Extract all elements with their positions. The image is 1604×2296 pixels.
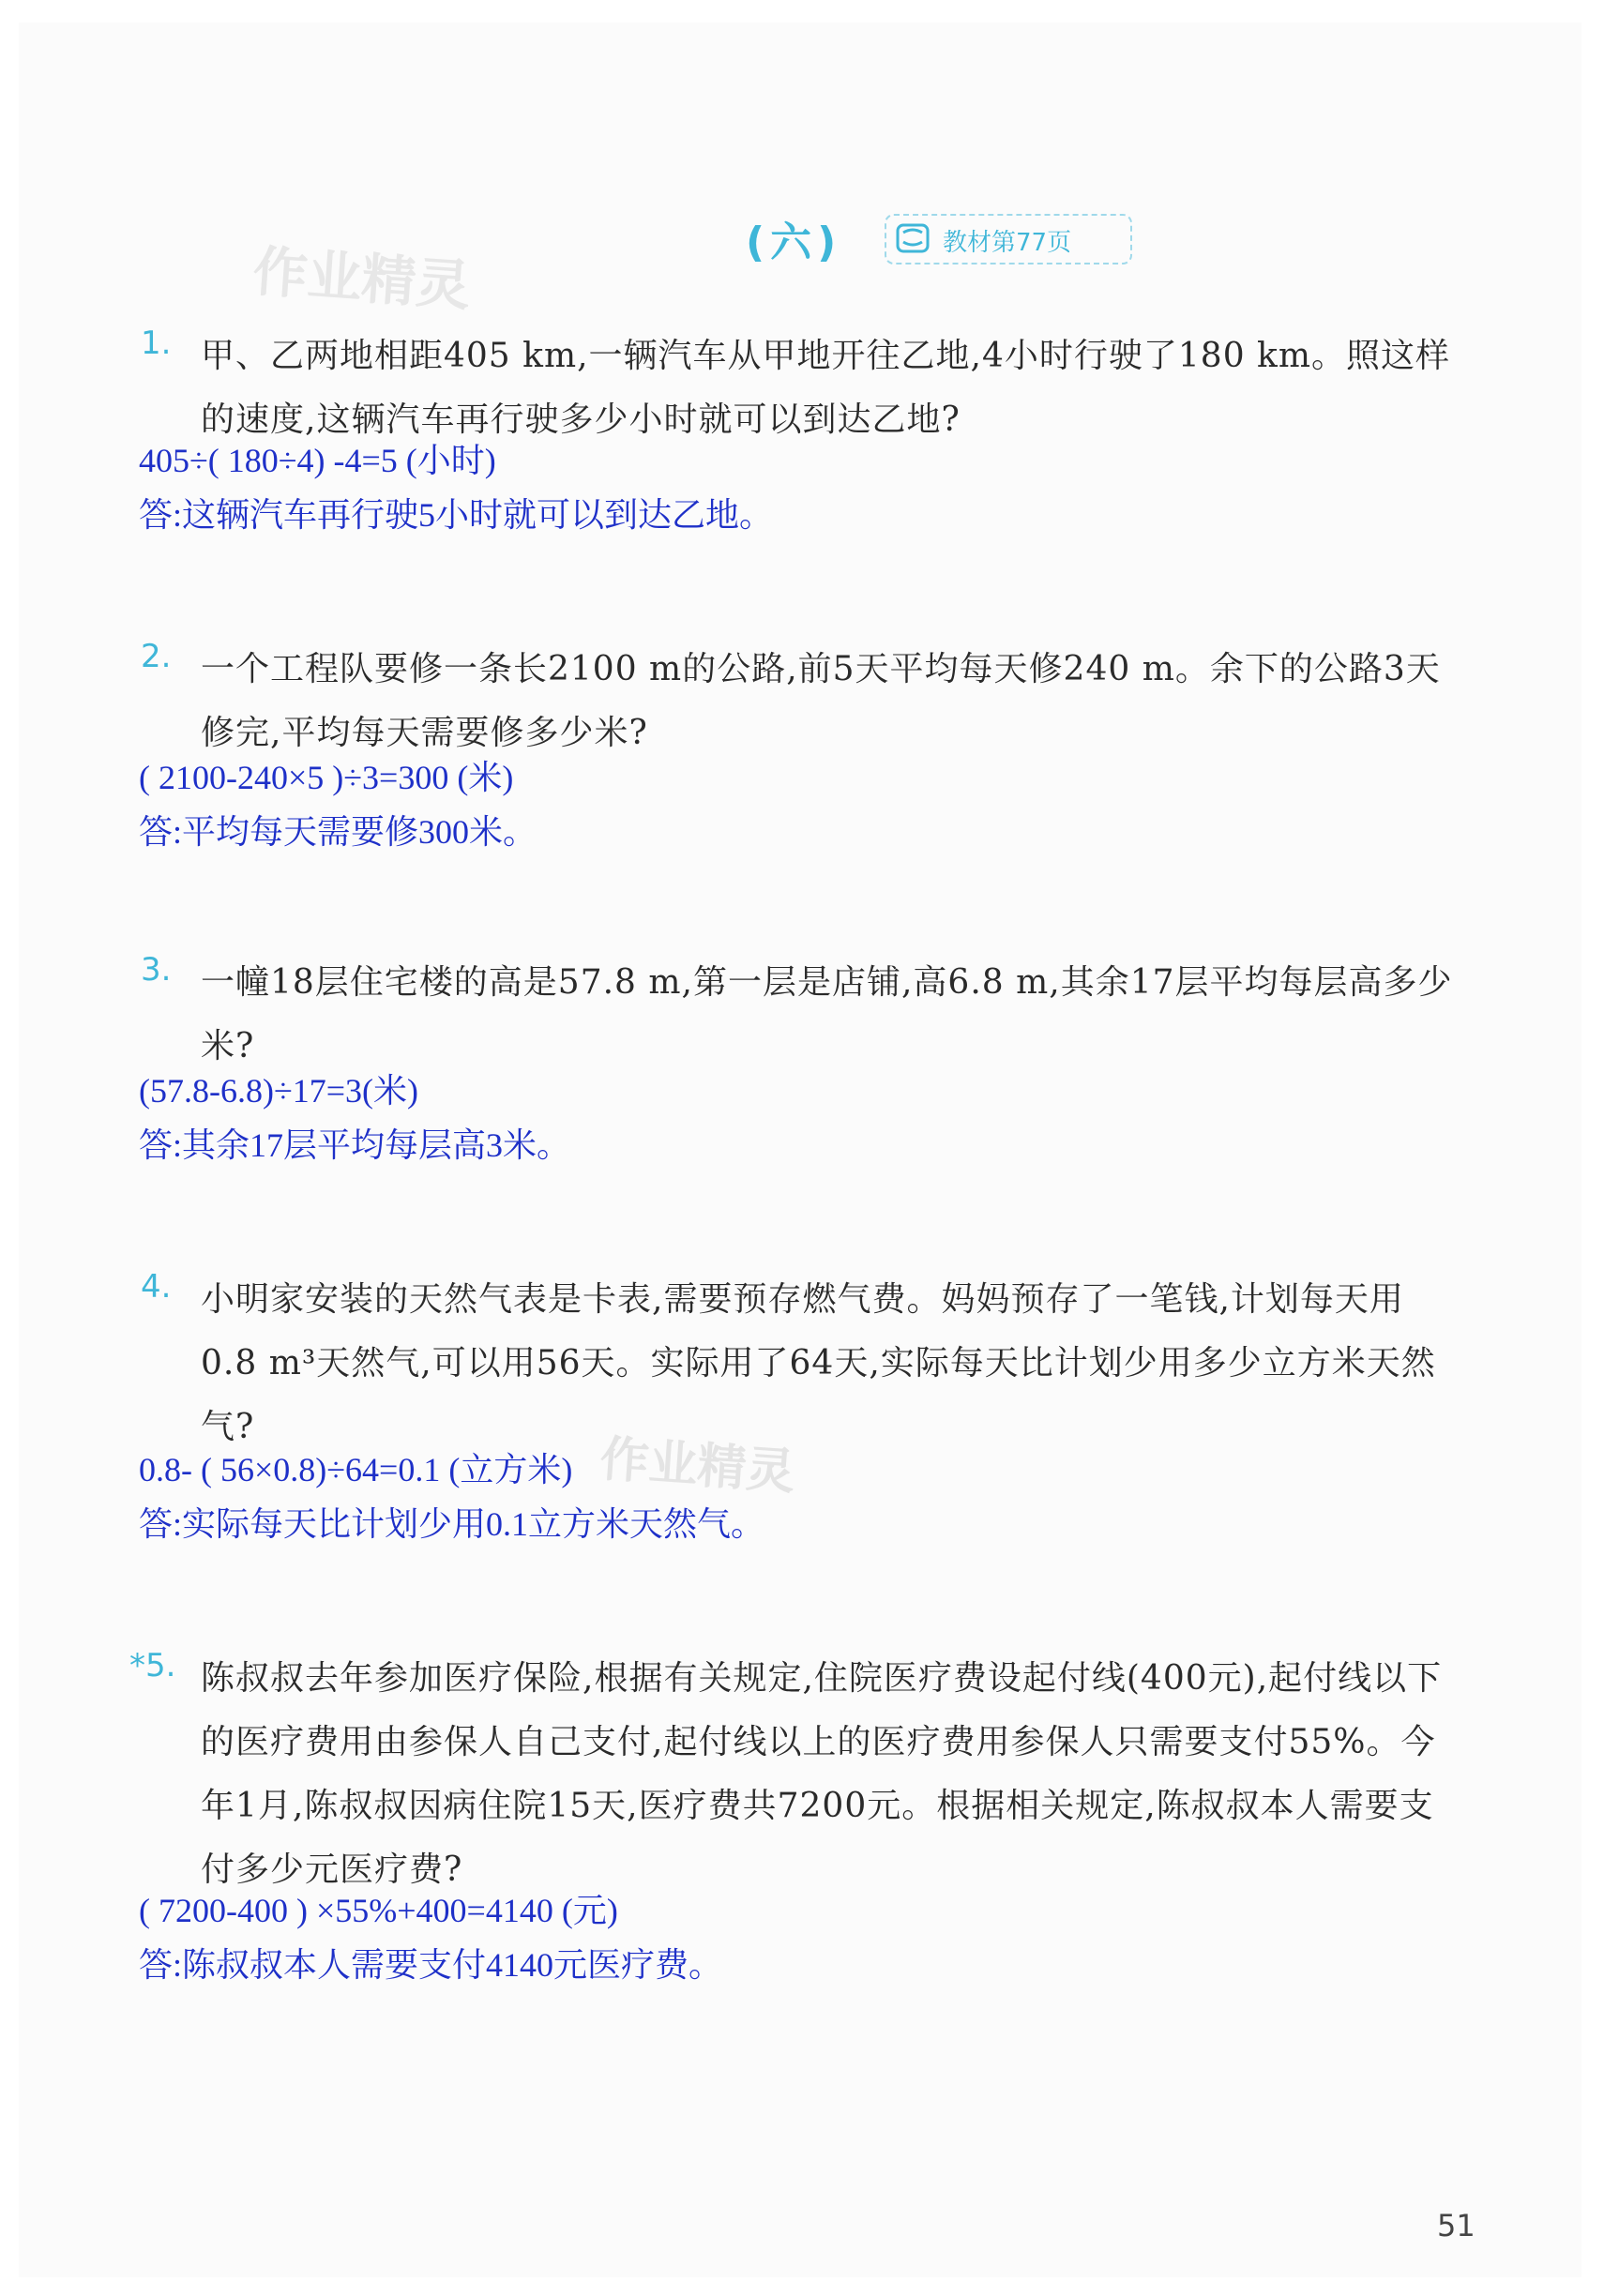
watermark-middle: 作业精灵 (598, 1430, 797, 1502)
problem-5-answer: 答:陈叔叔本人需要支付4140元医疗费。 (139, 1946, 723, 1984)
problem-text: 一幢18层住宅楼的高是57.8 m,第一层是店铺,高6.8 m,其余17层平均每层高多少米? (201, 963, 1453, 1065)
problem-number: *5. (129, 1647, 176, 1684)
problem-5-work: ( 7200-400 ) ×55%+400=4140 (元) (139, 1892, 618, 1929)
problem-4-answer: 答:实际每天比计划少用0.1立方米天然气。 (139, 1505, 765, 1543)
problem-number: 1. (141, 325, 172, 362)
problem-text: 甲、乙两地相距405 km,一辆汽车从甲地开往乙地,4小时行驶了180 km。照这样的速度,这辆汽车再行驶多少小时就可以到达乙地? (201, 337, 1451, 439)
reference-text: 教材第77页 (943, 229, 1072, 257)
problem-number: 3. (141, 951, 172, 989)
problem-3 (141, 951, 1454, 1079)
watermark-top: 作业精灵 (250, 238, 473, 318)
problem-2-work: ( 2100-240×5 )÷3=300 (米) (139, 759, 514, 796)
book-icon (892, 218, 933, 259)
textbook-reference (885, 214, 1132, 264)
problem-text: 一个工程队要修一条长2100 m的公路,前5天平均每天修240 m。余下的公路3天修完,平均每天需要修多少米? (201, 650, 1441, 752)
problem-text: 小明家安装的天然气表是卡表,需要预存燃气费。妈妈预存了一笔钱,计划每天用0.8 m³天然气,可以用56天。实际用了64天,实际每天比计划少用多少立方米天然气? (201, 1280, 1436, 1446)
section-header (746, 208, 1140, 264)
problem-4 (141, 1268, 1454, 1459)
problem-4-work: 0.8- ( 56×0.8)÷64=0.1 (立方米) (139, 1451, 573, 1488)
problem-3-work: (57.8-6.8)÷17=3(米) (139, 1072, 419, 1110)
section-title: (六) (746, 219, 842, 266)
problem-2 (141, 638, 1454, 765)
problem-3-answer: 答:其余17层平均每层高3米。 (139, 1126, 571, 1164)
problem-5 (129, 1647, 1454, 1902)
problem-text: 陈叔叔去年参加医疗保险,根据有关规定,住院医疗费设起付线(400元),起付线以下的医疗费用由参保人自己支付,起付线以上的医疗费用参保人只需要支付55%。今年1月,陈叔叔因病住院15天,医疗费共7200元。根据相关规定,陈叔叔本人需要支付多少元医疗费? (201, 1659, 1443, 1889)
problem-1-answer: 答:这辆汽车再行驶5小时就可以到达乙地。 (139, 496, 774, 534)
problem-number: 4. (141, 1268, 172, 1306)
problem-1-work: 405÷( 180÷4) -4=5 (小时) (139, 442, 496, 479)
page-number: 51 (1437, 2208, 1475, 2243)
problem-2-answer: 答:平均每天需要修300米。 (139, 813, 537, 851)
problem-number: 2. (141, 638, 172, 675)
